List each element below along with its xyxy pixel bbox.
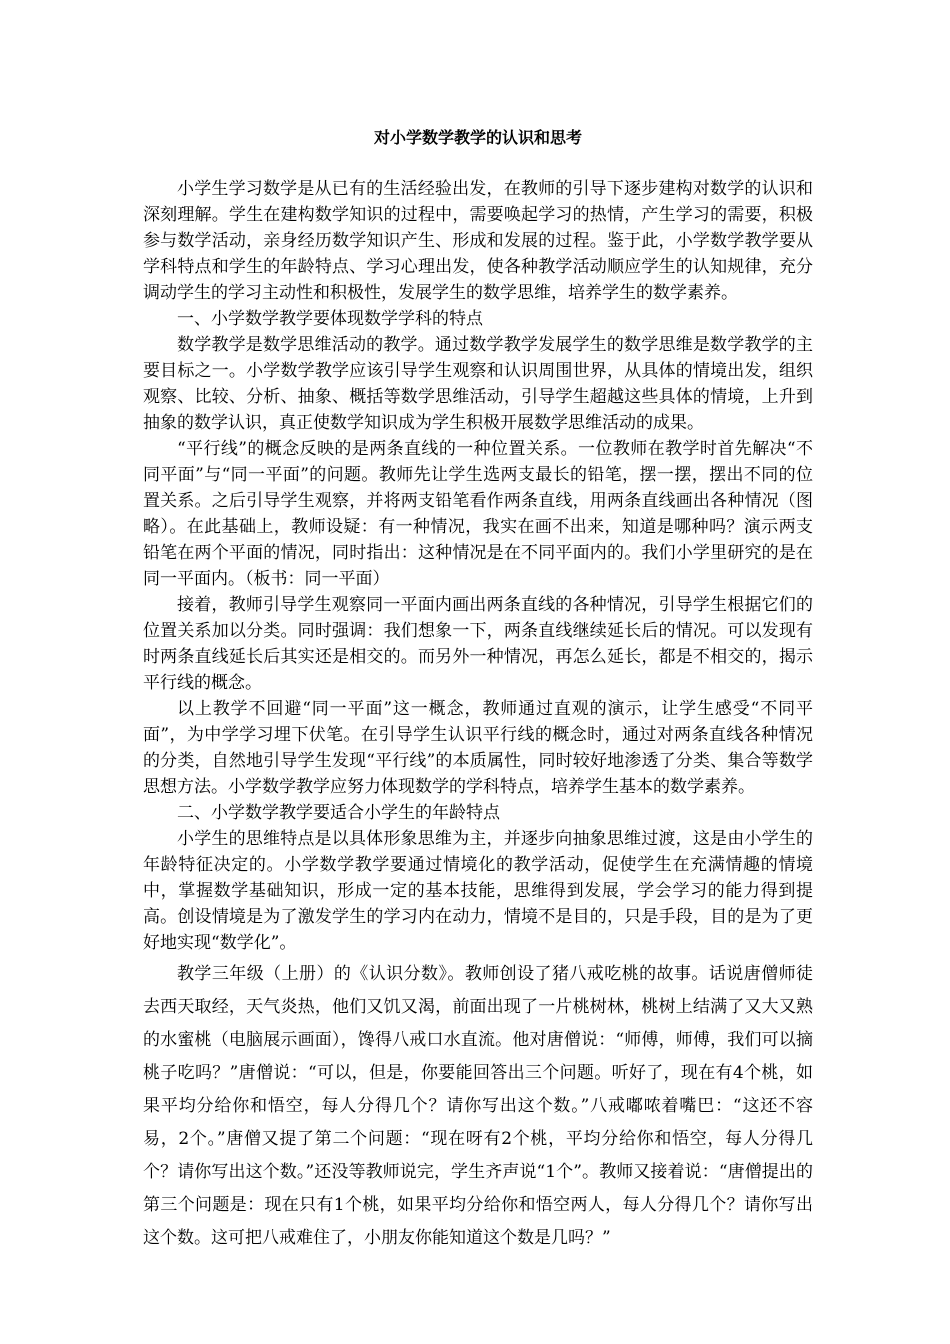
document-page: [143, 126, 813, 1255]
body-paragraph: 小学生的思维特点是以具体形象思维为主，并逐步向抽象思维过渡，这是由小学生的年龄特征决定的。小学数学教学要通过情境化的教学活动，促使学生在充满情趣的情境中，掌握数学基础知识，形成一定的基本技能，思维得到发展，学会学习的能力得到提高。创设情境是为了激发学生的学习内在动力，情境不是目的，只是手段，目的是为了更好地实现“数学化”。: [143, 829, 813, 953]
body-paragraph: 接着，教师引导学生观察同一平面内画出两条直线的各种情况，引导学生根据它们的位置关系加以分类。同时强调：我们想象一下，两条直线继续延长后的情况。可以发现有时两条直线延长后其实还是相交的。而另外一种情况，再怎么延长，都是不相交的，揭示平行线的概念。: [143, 595, 813, 693]
intro-paragraph: 小学生学习数学是从已有的生活经验出发，在教师的引导下逐步建构对数学的认识和深刻理解。学生在建构数学知识的过程中，需要唤起学习的热情，产生学习的需要，积极参与数学活动，亲身经历数学知识产生、形成和发展的过程。鉴于此，小学数学教学要从学科特点和学生的年龄特点、学习心理出发，使各种教学活动顺应学生的认知规律，充分调动学生的学习主动性和积极性，发展学生的数学思维，培养学生的数学素养。: [143, 179, 813, 303]
example-paragraph: 教学三年级（上册）的《认识分数》。教师创设了猪八戒吃桃的故事。话说唐僧师徒去西天取经，天气炎热，他们又饥又渴，前面出现了一片桃树林，桃树上结满了又大又熟的水蜜桃（电脑展示画面），馋得八戒口水直流。他对唐僧说：“师傅，师傅，我们可以摘桃子吃吗？”唐僧说：“可以，但是，你要能回答出三个问题。听好了，现在有4个桃，如果平均分给你和悟空，每人分得几个？请你写出这个数。”八戒嘟哝着嘴巴：“这还不容易，2个。”唐僧又提了第二个问题：“现在呀有2个桃，平均分给你和悟空，每人分得几个？请你写出这个数。”还没等教师说完，学生齐声说“1个”。教师又接着说：“唐僧提出的第三个问题是：现在只有1个桃，如果平均分给你和悟空两人，每人分得几个？请你写出这个数。这可把八戒难住了，小朋友你能知道这个数是几吗？”: [143, 964, 813, 1248]
section-heading-1: 一、小学数学教学要体现数学学科的特点: [177, 309, 483, 329]
document-title: 对小学数学教学的认识和思考: [373, 128, 582, 147]
section-heading-2: 二、小学数学教学要适合小学生的年龄特点: [177, 803, 500, 823]
body-paragraph: 数学教学是数学思维活动的教学。通过数学教学发展学生的数学思维是数学教学的主要目标之一。小学数学教学应该引导学生观察和认识周围世界，从具体的情境出发，组织观察、比较、分析、抽象、概括等数学思维活动，引导学生超越这些具体的情境，上升到抽象的数学认识，真正使数学知识成为学生积极开展数学思维活动的成果。: [143, 335, 813, 433]
body-paragraph: “平行线”的概念反映的是两条直线的一种位置关系。一位教师在教学时首先解决“不同平面”与“同一平面”的问题。教师先让学生选两支最长的铅笔，摆一摆，摆出不同的位置关系。之后引导学生观察，并将两支铅笔看作两条直线，用两条直线画出各种情况（图略）。在此基础上，教师设疑：有一种情况，我实在画不出来，知道是哪种吗？演示两支铅笔在两个平面的情况，同时指出：这种情况是在不同平面内的。我们小学里研究的是在同一平面内。（板书：同一平面）: [143, 439, 813, 589]
body-paragraph: 以上教学不回避“同一平面”这一概念，教师通过直观的演示，让学生感受“不同平面”，为中学学习埋下伏笔。在引导学生认识平行线的概念时，通过对两条直线各种情况的分类，自然地引导学生发现“平行线”的本质属性，同时较好地渗透了分类、集合等数学思想方法。小学数学教学应努力体现数学的学科特点，培养学生基本的数学素养。: [143, 699, 813, 797]
